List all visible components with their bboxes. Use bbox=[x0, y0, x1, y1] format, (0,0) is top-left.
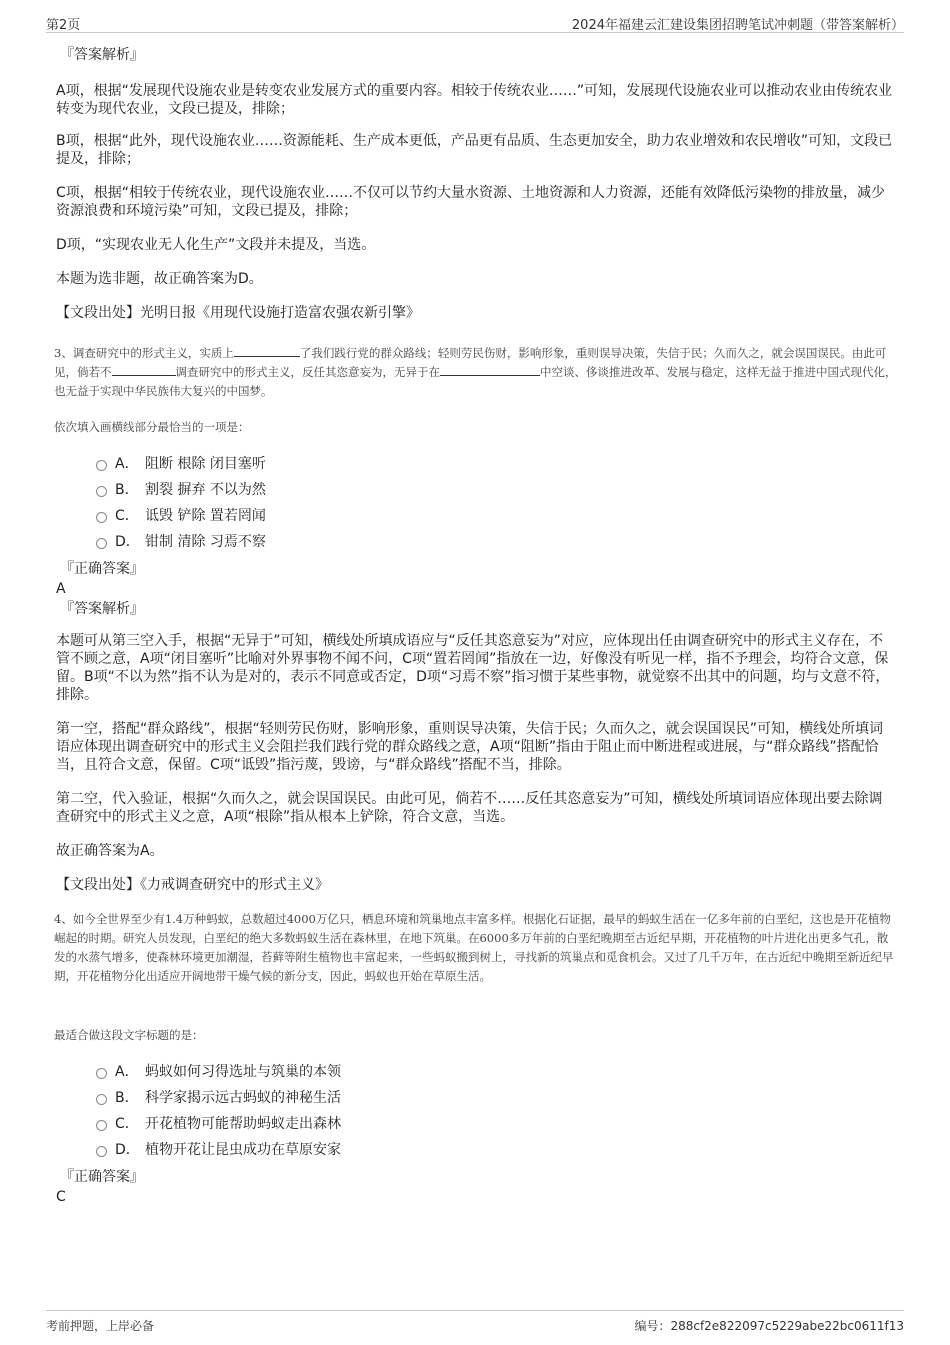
option-d[interactable]: D． 植物开花让昆虫成功在草原安家 bbox=[96, 1136, 341, 1162]
option-list bbox=[96, 450, 266, 554]
analysis-paragraph: 本题可从第三空入手，根据“无异于”可知，横线处所填成语应与“反任其恣意妄为”对应，应体现出任由调查研究中的形式主义存在，不管不顾之意，A项“闭目塞听”比喻对外界事物不闻不问，C项“置若罔闻”指放在一边，好像没有听见一样，指不予理会，均符合文意，保留。B项“不以为然”指不认为是对的，表示不同意或否定，D项“习焉不察”指习惯于某些事物，就觉察不出其中的问题，均与文意不符，排除。 bbox=[56, 633, 890, 703]
analysis-paragraph: B项，根据“此外，现代设施农业……资源能耗、生产成本更低，产品更有品质、生态更加安全，助力农业增效和农民增收”可知，文段已提及，排除； bbox=[56, 133, 893, 167]
analysis-paragraph: 第二空，代入验证，根据“久而久之，就会误国误民。由此可见，倘若不……反任其恣意妄为”可知，横线处所填词语应体现出要去除调查研究中的形式主义之意，A项“根除”指从根本上铲除，符合文意，当选。 bbox=[56, 791, 883, 825]
footer-slogan: 考前押题，上岸必备 bbox=[46, 1319, 155, 1333]
radio-icon[interactable] bbox=[96, 1094, 107, 1105]
document-title: 2024年福建云汇建设集团招聘笔试冲刺题（带答案解析） bbox=[571, 18, 904, 33]
radio-icon[interactable] bbox=[96, 1068, 107, 1079]
option-b[interactable]: B． 科学家揭示远古蚂蚁的神秘生活 bbox=[96, 1084, 341, 1110]
radio-icon[interactable] bbox=[96, 538, 107, 549]
source-citation: 【文段出处】光明日报《用现代设施打造富农强农新引擎》 bbox=[56, 305, 420, 321]
radio-icon[interactable] bbox=[96, 1146, 107, 1157]
radio-icon[interactable] bbox=[96, 486, 107, 497]
document-id: 编号：288cf2e822097c5229abe22bc0611f13 bbox=[634, 1319, 904, 1333]
question-prompt: 依次填入画横线部分最恰当的一项是： bbox=[54, 420, 250, 434]
radio-icon[interactable] bbox=[96, 1120, 107, 1131]
option-a[interactable]: A． 蚂蚁如何习得选址与筑巢的本领 bbox=[96, 1058, 341, 1084]
fill-blank bbox=[234, 344, 300, 357]
option-d[interactable]: D． 钳制 清除 习焉不察 bbox=[96, 528, 266, 554]
correct-answer: C bbox=[56, 1189, 66, 1205]
option-a[interactable]: A． 阻断 根除 闭目塞听 bbox=[96, 450, 266, 476]
analysis-paragraph: 第一空，搭配“群众路线”，根据“轻则劳民伤财，影响形象，重则误导决策，失信于民；久而久之，就会误国误民”可知，横线处所填词语应体现出调查研究中的形式主义会阻拦我们践行党的群众路线之意，A项“阻断”指由于阻止而中断进程或进展，与“群众路线”搭配恰当，且符合文意，保留。C项“诋毁”指污蔑，毁谤，与“群众路线”搭配不当，排除。 bbox=[56, 721, 884, 773]
option-b[interactable]: B． 割裂 摒弃 不以为然 bbox=[96, 476, 266, 502]
page-header bbox=[46, 10, 904, 33]
correct-answer-label: 『正确答案』 bbox=[60, 1169, 144, 1185]
question-stem: 3、调查研究中的形式主义，实质上 了我们践行党的群众路线；轻则劳民伤财，影响形象，重则误导决策，失信于民；久而久之，就会误国误民。由此可见，倘若不 调查研究中的形式主义，反任其恣意妄为，无异于在 中空谈、侈谈推进改革、发展与稳定，这样无益于推进中国式现代化，也无益于实现中华民族伟大复兴的中国梦。 bbox=[54, 346, 897, 398]
correct-answer: A bbox=[56, 581, 66, 597]
question-prompt: 最适合做这段文字标题的是： bbox=[54, 1028, 204, 1042]
analysis-paragraph: A项，根据“发展现代设施农业是转变农业发展方式的重要内容。相较于传统农业……”可知，发展现代设施农业可以推动农业由传统农业转变为现代农业，文段已提及，排除； bbox=[56, 83, 893, 117]
analysis-paragraph: C项，根据“相较于传统农业，现代设施农业……不仅可以节约大量水资源、土地资源和人力资源，还能有效降低污染物的排放量，减少资源浪费和环境污染”可知，文段已提及，排除； bbox=[56, 185, 886, 219]
option-c[interactable]: C． 诋毁 铲除 置若罔闻 bbox=[96, 502, 266, 528]
analysis-paragraph: 故正确答案为A。 bbox=[56, 843, 164, 859]
source-citation: 【文段出处】《力戒调查研究中的形式主义》 bbox=[56, 877, 329, 893]
analysis-label: 『答案解析』 bbox=[60, 601, 144, 617]
option-c[interactable]: C． 开花植物可能帮助蚂蚁走出森林 bbox=[96, 1110, 341, 1136]
question-stem: 4、如今全世界至少有1.4万种蚂蚁，总数超过4000万亿只，栖息环境和筑巢地点丰富多样。根据化石证据，最早的蚂蚁生活在一亿多年前的白垩纪，这也是开花植物崛起的时期。研究人员发现，白垩纪的绝大多数蚂蚁生活在森林里，在地下筑巢。在6000多万年前的白垩纪晚期至古近纪早期，开花植物的叶片进化出更多气孔，散发的水蒸气增多，使森林环境更加潮湿，苔藓等附生植物也丰富起来，一些蚂蚁搬到树上，寻找新的筑巢点和觅食机会。又过了几千万年，在古近纪中晚期至新近纪早期，开花植物分化出适应开阔地带干燥气候的新分支，因此，蚂蚁也开始在草原生活。 bbox=[54, 912, 894, 983]
option-list bbox=[96, 1058, 341, 1162]
radio-icon[interactable] bbox=[96, 460, 107, 471]
analysis-paragraph: D项，“实现农业无人化生产”文段并未提及，当选。 bbox=[56, 237, 376, 253]
radio-icon[interactable] bbox=[96, 512, 107, 523]
analysis-paragraph: 本题为选非题，故正确答案为D。 bbox=[56, 271, 263, 287]
correct-answer-label: 『正确答案』 bbox=[60, 561, 144, 577]
fill-blank bbox=[112, 363, 176, 376]
analysis-label: 『答案解析』 bbox=[60, 47, 144, 63]
page-number: 第2页 bbox=[46, 18, 81, 33]
fill-blank bbox=[440, 363, 540, 376]
page-footer bbox=[46, 1310, 904, 1337]
